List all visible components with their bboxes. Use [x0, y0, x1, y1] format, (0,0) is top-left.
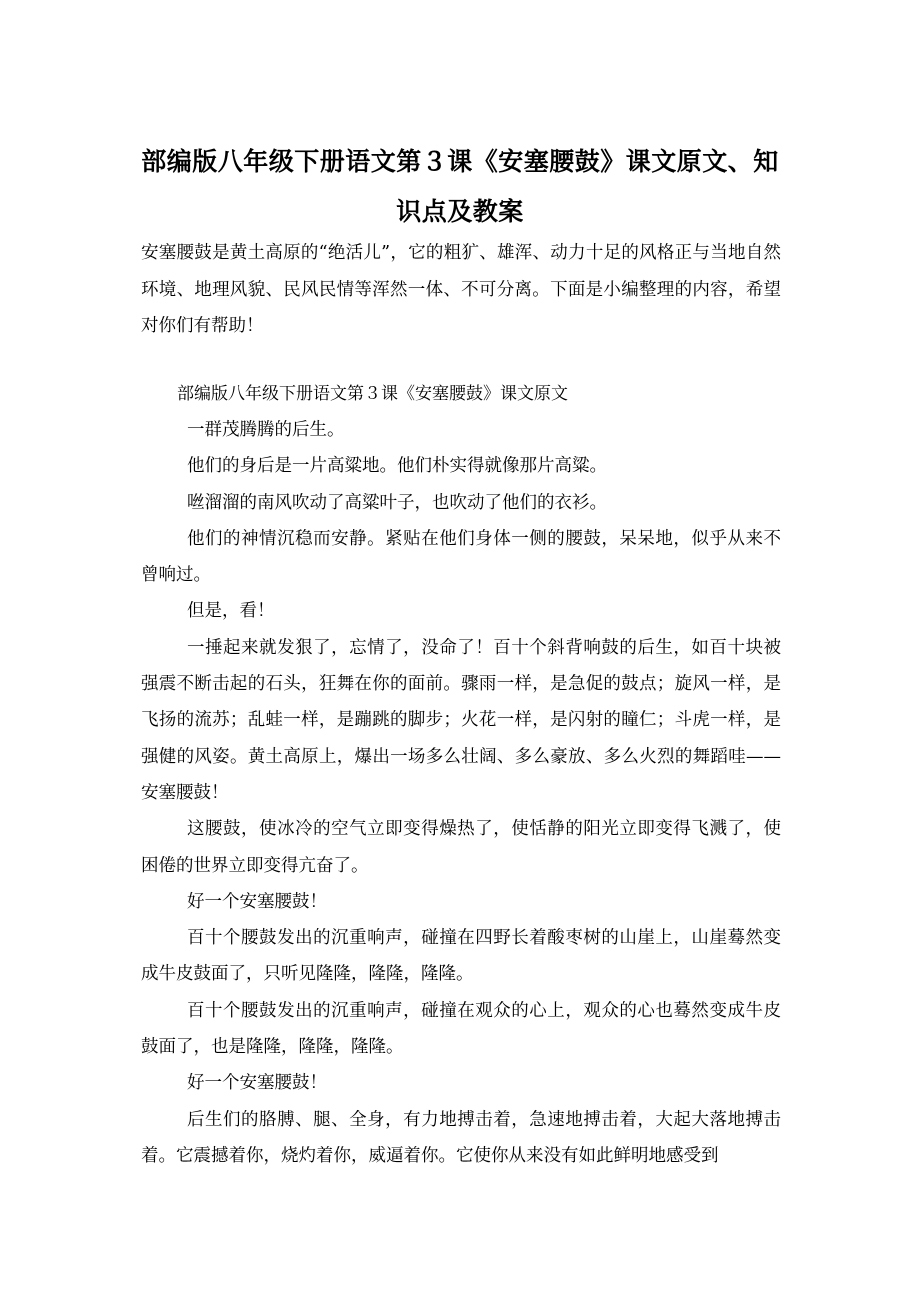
- paragraph: 他们的神情沉稳而安静。紧贴在他们身体一侧的腰鼓，呆呆地，似乎从来不曾响过。: [141, 528, 781, 586]
- paragraph: 百十个腰鼓发出的沉重响声，碰撞在观众的心上，观众的心也蓦然变成牛皮鼓面了，也是隆隆，隆隆，隆隆。: [141, 1000, 781, 1058]
- article-body: [141, 412, 781, 1174]
- paragraph: 一捶起来就发狠了，忘情了，没命了！百十个斜背响鼓的后生，如百十块被强震不断击起的石头，狂舞在你的面前。骤雨一样，是急促的鼓点；旋风一样，是飞扬的流苏；乱蛙一样，是蹦跳的脚步；火花一样，是闪射的瞳仁；斗虎一样，是强健的风姿。黄土高原上，爆出一场多么壮阔、多么豪放、多么火烈的舞蹈哇——安塞腰鼓！: [141, 637, 781, 803]
- paragraph: 好一个安塞腰鼓！: [187, 1073, 327, 1094]
- intro-paragraph: 安塞腰鼓是黄土高原的“绝活儿”，它的粗犷、雄浑、动力十足的风格正与当地自然环境、地理风貌、民风民情等浑然一体、不可分离。下面是小编整理的内容，希望对你们有帮助！: [141, 243, 781, 336]
- paragraph: 一群茂腾腾的后生。: [187, 420, 345, 440]
- paragraph: 好一个安塞腰鼓！: [187, 891, 327, 912]
- paragraph: 但是，看！: [187, 601, 275, 622]
- paragraph: 后生们的胳膊、腿、全身，有力地搏击着，急速地搏击着，大起大落地搏击着。它震撼着你，烧灼着你，威逼着你。它使你从来没有如此鲜明地感受到: [141, 1109, 781, 1166]
- paragraph: 百十个腰鼓发出的沉重响声，碰撞在四野长着酸枣树的山崖上，山崖蓦然变成牛皮鼓面了，只听见隆隆，隆隆，隆隆。: [141, 928, 781, 985]
- paragraph: 这腰鼓，使冰冷的空气立即变得燥热了，使恬静的阳光立即变得飞溅了，使困倦的世界立即变得亢奋了。: [141, 819, 781, 876]
- section-subheading: 部编版八年级下册语文第３课《安塞腰鼓》课文原文: [177, 384, 568, 404]
- paragraph: 咝溜溜的南风吹动了高粱叶子，也吹动了他们的衣衫。: [187, 492, 607, 513]
- paragraph: 他们的身后是一片高粱地。他们朴实得就像那片高粱。: [187, 456, 607, 477]
- document-title: 部编版八年级下册语文第３课《安塞腰鼓》课文原文、知识点及教案: [141, 147, 779, 226]
